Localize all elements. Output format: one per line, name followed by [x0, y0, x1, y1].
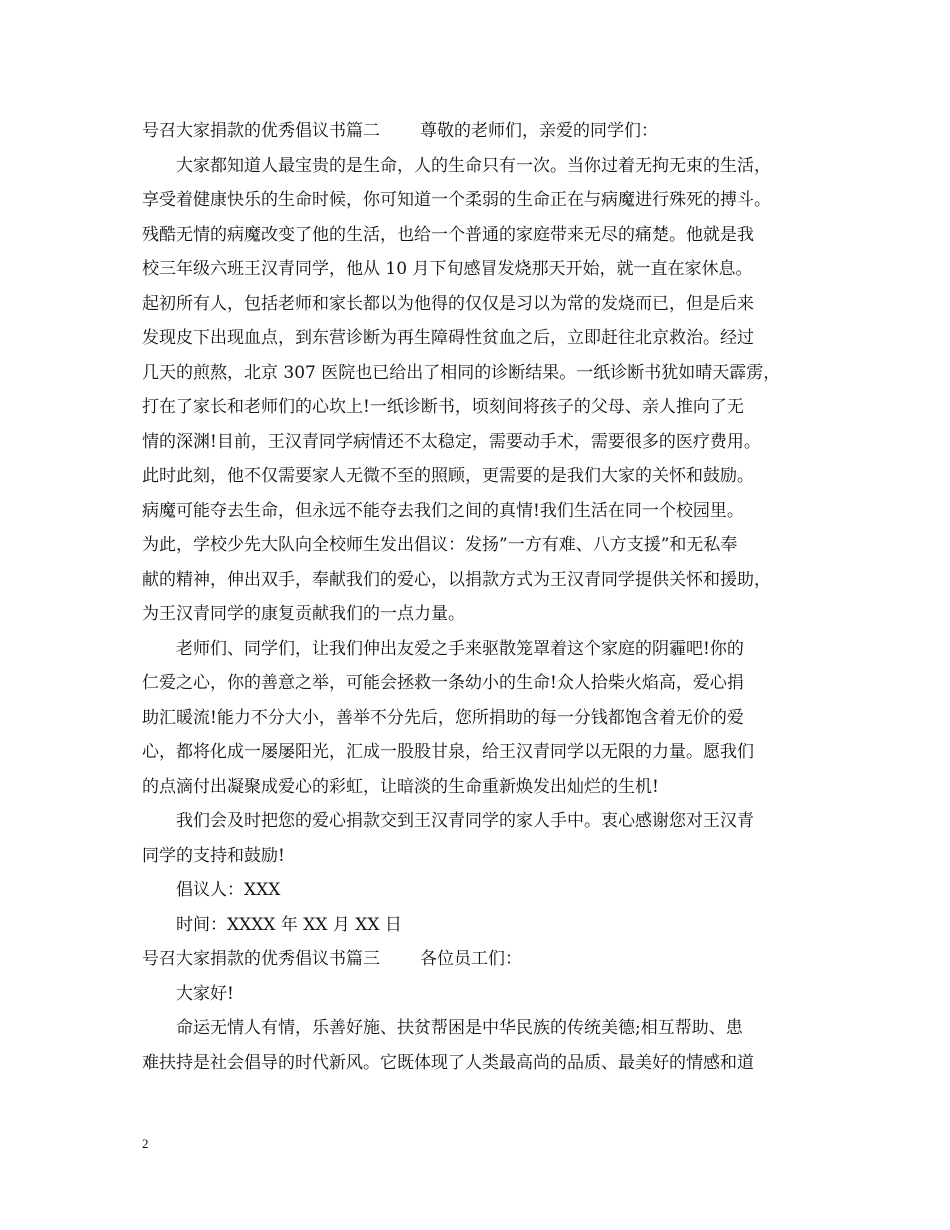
proposer-line: 倡议人：XXX [176, 880, 281, 900]
text-line: 发现皮下出现血点，到东营诊断为再生障碍性贫血之后，立即赶往北京救治。经过 [142, 328, 754, 348]
salutation: 各位员工们： [420, 949, 522, 969]
text-line: 为此，学校少先大队向全校师生发出倡议：发扬”一方有难、八方支援”和无私奉 [142, 535, 738, 555]
salutation: 尊敬的老师们，亲爱的同学们： [420, 121, 658, 141]
text-line: 仁爱之心，你的善意之举，可能会拯救一条幼小的生命!众人拾柴火焰高，爱心捐 [142, 673, 744, 693]
text-line: 心，都将化成一屡屡阳光，汇成一股股甘泉，给王汉青同学以无限的力量。愿我们 [142, 742, 754, 762]
section-heading [142, 114, 828, 149]
text-line: 此时此刻，他不仅需要家人无微不至的照顾，更需要的是我们大家的关怀和鼓励。 [142, 466, 754, 486]
text-line: 起初所有人，包括老师和家长都以为他得的仅仅是习以为常的发烧而已，但是后来 [142, 293, 754, 314]
date-line: 时间：XXXX 年 XX 月 XX 日 [176, 914, 402, 935]
section-title: 号召大家捐款的优秀倡议书篇二 [142, 121, 380, 141]
page-number: 2 [142, 1136, 149, 1151]
section-heading [142, 942, 828, 977]
text-line: 同学的支持和鼓励! [142, 845, 285, 866]
text-line: 校三年级六班王汉青同学，他从 10 月下旬感冒发烧那天开始，就一直在家休息。 [142, 259, 753, 279]
text-line: 残酷无情的病魔改变了他的生活，也给一个普通的家庭带来无尽的痛楚。他就是我 [142, 224, 754, 245]
text-line: 献的精神，伸出双手，奉献我们的爱心，以捐款方式为王汉青同学提供关怀和援助， [142, 569, 771, 590]
text-line: 老师们、同学们，让我们伸出友爱之手来驱散笼罩着这个家庭的阴霾吧!你的 [176, 638, 744, 659]
text-line: 我们会及时把您的爱心捐款交到王汉青同学的家人手中。衷心感谢您对王汉青 [176, 811, 754, 831]
text-line: 助汇暖流!能力不分大小，善举不分先后，您所捐助的每一分钱都饱含着无价的爱 [142, 707, 744, 728]
text-line: 享受着健康快乐的生命时候，你可知道一个柔弱的生命正在与病魔进行殊死的搏斗。 [142, 190, 771, 210]
section-title: 号召大家捐款的优秀倡议书篇三 [142, 949, 380, 969]
text-line: 情的深渊!目前，王汉青同学病情还不太稳定，需要动手术，需要很多的医疗费用。 [142, 431, 761, 452]
document-body [142, 114, 828, 1080]
greeting-line: 大家好! [176, 983, 234, 1004]
text-line: 为王汉青同学的康复贡献我们的一点力量。 [142, 604, 465, 624]
text-line: 打在了家长和老师们的心坎上!一纸诊断书，顷刻间将孩子的父母、亲人推向了无 [142, 397, 744, 417]
text-line: 难扶持是社会倡导的时代新风。它既体现了人类最高尚的品质、最美好的情感和道 [142, 1052, 754, 1073]
text-line: 的点滴付出凝聚成爱心的彩虹，让暗淡的生命重新焕发出灿烂的生机! [142, 776, 659, 797]
text-line: 几天的煎熬，北京 307 医院也已给出了相同的诊断结果。一纸诊断书犹如晴天霹雳， [142, 362, 781, 383]
text-line: 病魔可能夺去生命，但永远不能夺去我们之间的真情!我们生活在同一个校园里。 [142, 500, 744, 521]
text-line: 命运无情人有情，乐善好施、扶贫帮困是中华民族的传统美德;相互帮助、患 [176, 1018, 743, 1038]
text-line: 大家都知道人最宝贵的是生命，人的生命只有一次。当你过着无拘无束的生活， [176, 155, 771, 176]
